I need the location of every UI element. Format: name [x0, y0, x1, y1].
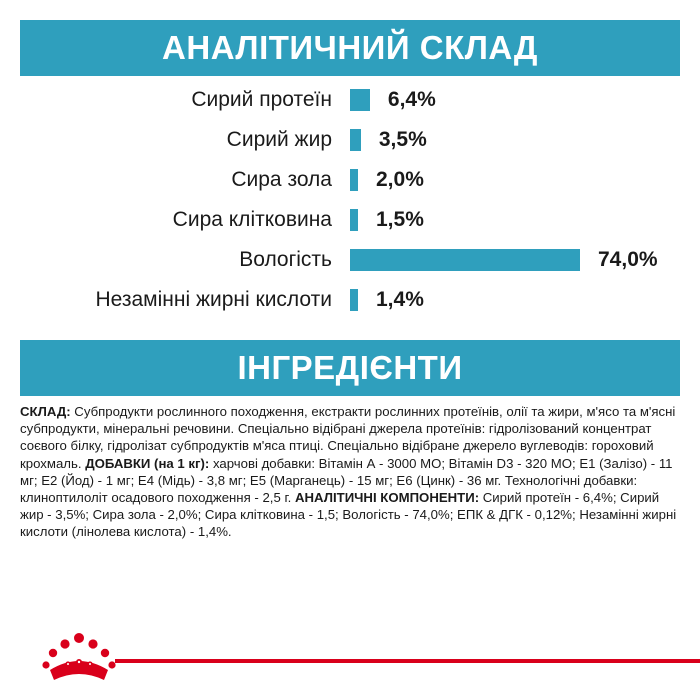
composition-label: СКЛАД:	[20, 404, 71, 419]
chart-bar	[350, 209, 358, 231]
chart-row	[0, 202, 700, 238]
analytic-components-label: АНАЛІТИЧНІ КОМПОНЕНТИ:	[294, 490, 480, 506]
brand-line	[115, 659, 700, 663]
chart-category-label: Вологість	[239, 248, 332, 271]
chart-category-label: Сирий протеїн	[191, 88, 332, 111]
ingredients-section-header	[20, 340, 680, 396]
chart-row	[0, 242, 700, 278]
analytic-components-text: Сирий протеїн - 6,4%; Сирий жир - 3,5%; Сира зола - 2,0%; Сира клітковина - 1,5; Вологість - 74,0%; ЕПК & ДГК - 0,12%; Незамінні жирні кислоти (лінолева кислота) - 1,4%.	[20, 490, 677, 540]
chart-bar	[350, 289, 358, 311]
chart-row	[0, 282, 700, 318]
composition-text: Субпродукти рослинного походження, екстракти рослинних протеїнів, олії та жири, м'ясо та м'ясні субпродукти, мінеральні речовини. Спеціально відібрані джерела протеїнів: гідролізований концентрат соєвого білку, гідролізат субпродуктів м'яса птиці. Спеціально відібране джерело вуглеводів: гороховий крохмаль.	[20, 404, 676, 471]
chart-bar	[350, 169, 358, 191]
chart-bar	[350, 89, 370, 111]
chart-bar	[350, 129, 361, 151]
analytic-section-header	[20, 20, 680, 76]
chart-bar	[350, 249, 580, 271]
analytic-section-title: АНАЛІТИЧНИЙ СКЛАД	[162, 29, 538, 66]
chart-value-label: 74,0%	[598, 248, 658, 271]
additives-label: ДОБАВКИ (на 1 кг):	[85, 455, 210, 471]
nutrient-bar-chart	[0, 82, 700, 322]
chart-value-label: 3,5%	[378, 128, 427, 151]
royal-canin-crown-icon	[38, 628, 120, 688]
chart-row	[0, 162, 700, 198]
chart-row	[0, 82, 700, 118]
chart-category-label: Сира клітковина	[172, 208, 332, 231]
chart-category-label: Незамінні жирні кислоти	[95, 288, 332, 311]
ingredients-text	[20, 403, 680, 541]
brand-footer	[0, 628, 700, 688]
chart-value-label: 6,4%	[387, 88, 436, 111]
additives-text: харчові добавки: Вітамін А - 3000 МО; Вітамін D3 - 320 МО; Е1 (Залізо) - 11 мг; Е2 (Йод) - 1 мг; Е4 (Мідь) - 3,8 мг; Е5 (Марганець) - 15 мг; Е6 (Цинк) - 36 мг. Технологічні добавки: клиноптилоліт осадового походження - 2,5 г.	[20, 455, 673, 506]
chart-row	[0, 122, 700, 158]
chart-category-label: Сирий жир	[226, 128, 332, 151]
chart-value-label: 1,4%	[376, 288, 424, 311]
chart-category-label: Сира зола	[231, 168, 332, 191]
chart-value-label: 2,0%	[376, 168, 424, 191]
ingredients-section-title: ІНГРЕДІЄНТИ	[237, 349, 463, 386]
chart-value-label: 1,5%	[376, 208, 424, 231]
